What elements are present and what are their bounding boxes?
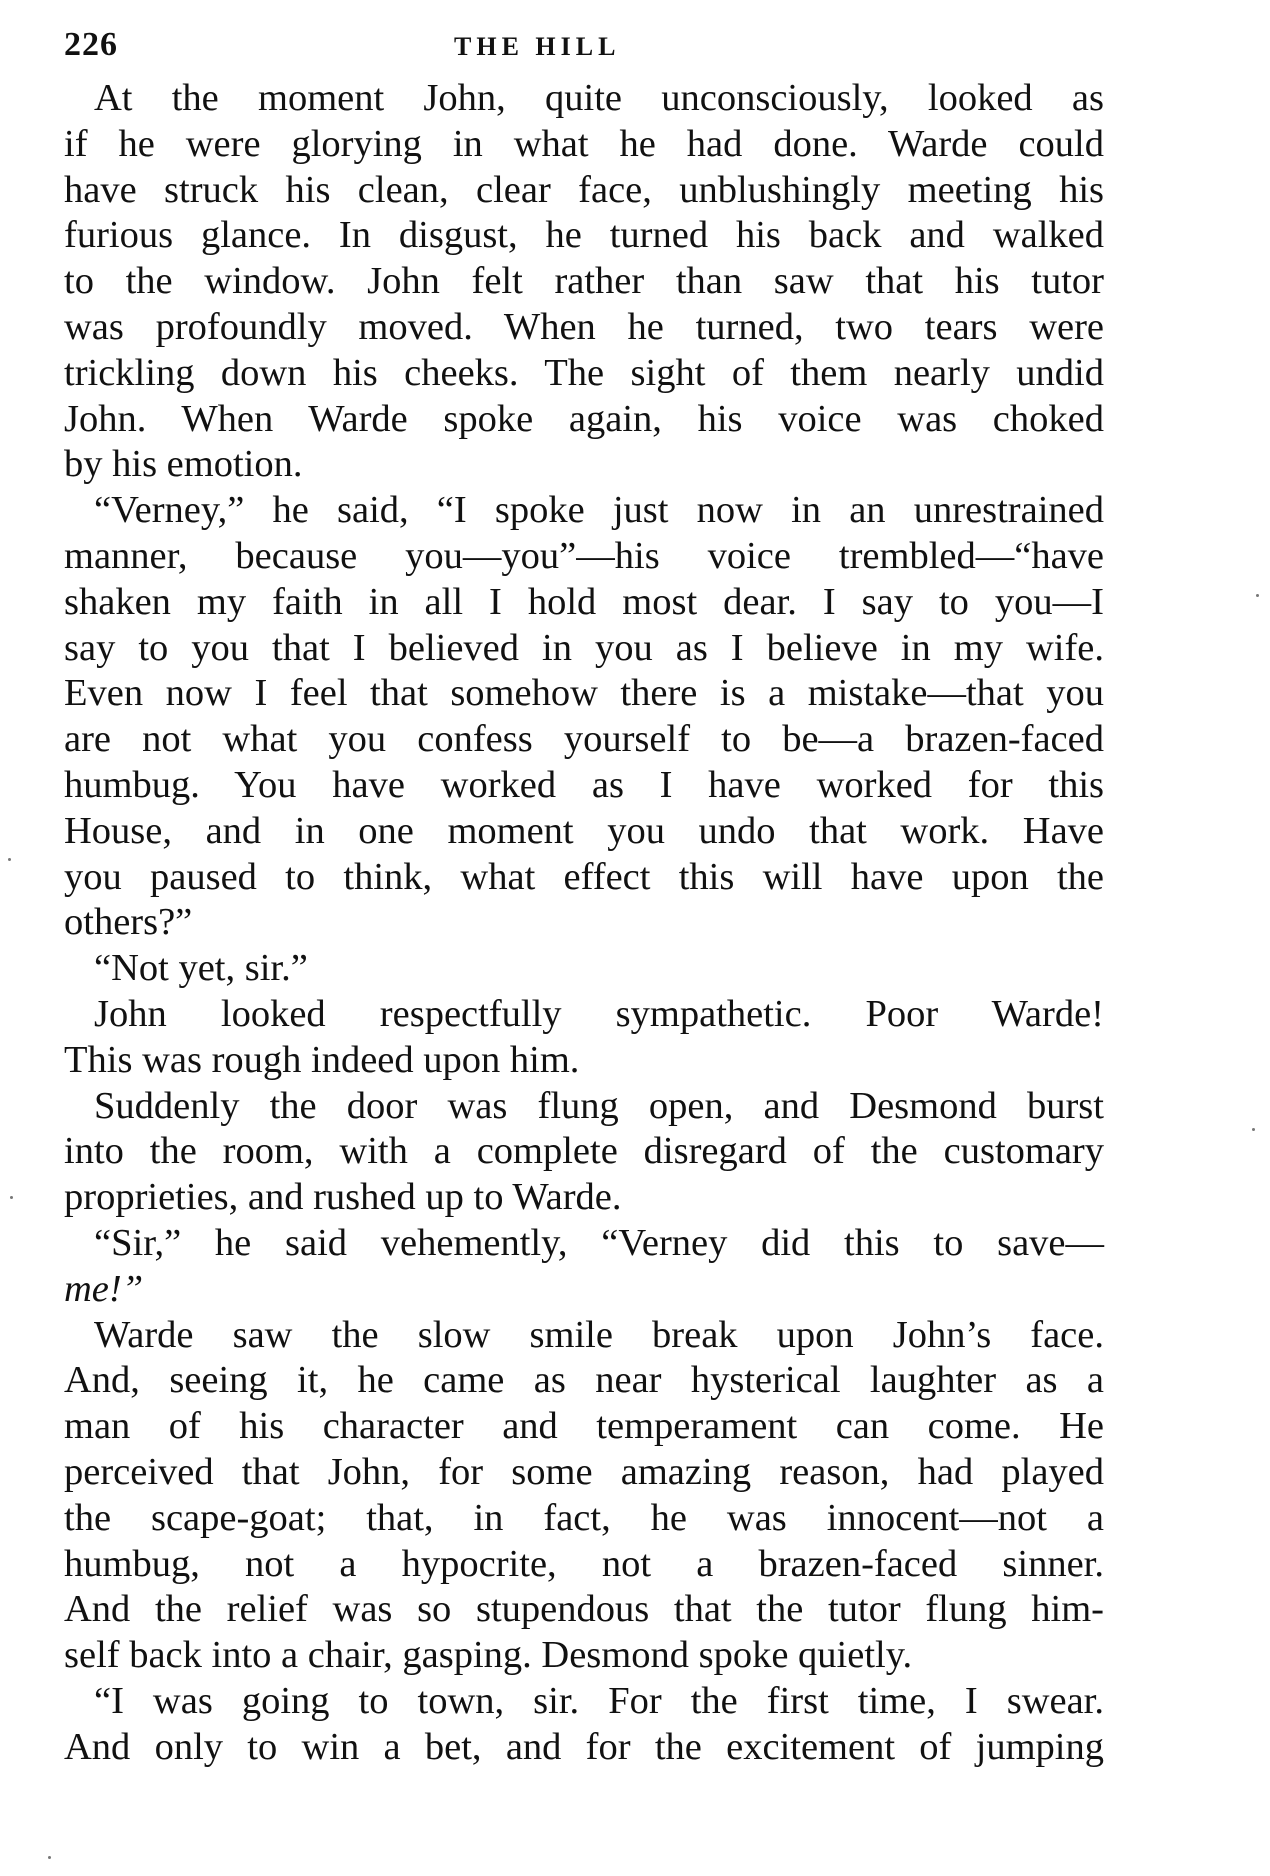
running-head bbox=[64, 26, 1104, 66]
text-line: are not what you confess yourself to be—a brazen-faced bbox=[64, 718, 1104, 761]
text-line: And only to win a bet, and for the excitement of jumping bbox=[64, 1725, 1104, 1768]
text-line: John. When Warde spoke again, his voice was choked bbox=[64, 397, 1104, 440]
text-line: the scape-goat; that, in fact, he was innocent—not a bbox=[64, 1496, 1104, 1539]
text-line: And the relief was so stupendous that the tutor flung him- bbox=[64, 1588, 1104, 1631]
scan-speck bbox=[8, 858, 11, 861]
text-line: House, and in one moment you undo that work. Have bbox=[64, 809, 1104, 852]
text-line: Even now I feel that somehow there is a mistake—that you bbox=[64, 672, 1104, 715]
text-line: me!” bbox=[64, 1267, 144, 1310]
text-line: “Verney,” he said, “I spoke just now in an unrestrained bbox=[94, 489, 1104, 532]
text-line: “Not yet, sir.” bbox=[94, 947, 308, 990]
scan-speck bbox=[48, 1856, 51, 1859]
running-title: THE HILL bbox=[454, 32, 621, 61]
text-line: Warde saw the slow smile break upon John’s face. bbox=[94, 1313, 1104, 1356]
text-line: manner, because you—you”—his voice trembled—“have bbox=[64, 534, 1104, 577]
text-line: to the window. John felt rather than saw that his tutor bbox=[64, 260, 1104, 303]
text-line: trickling down his cheeks. The sight of them nearly undid bbox=[64, 351, 1104, 394]
text-line: self back into a chair, gasping. Desmond spoke quietly. bbox=[64, 1634, 913, 1677]
text-line: perceived that John, for some amazing reason, had played bbox=[64, 1450, 1104, 1493]
text-line: man of his character and temperament can come. He bbox=[64, 1405, 1104, 1448]
text-line: John looked respectfully sympathetic. Poor Warde! bbox=[94, 992, 1104, 1035]
text-line: Suddenly the door was flung open, and Desmond burst bbox=[94, 1084, 1104, 1127]
text-line: by his emotion. bbox=[64, 443, 303, 486]
text-line: furious glance. In disgust, he turned his back and walked bbox=[64, 214, 1104, 257]
text-line: humbug, not a hypocrite, not a brazen-faced sinner. bbox=[64, 1542, 1104, 1585]
text-line: And, seeing it, he came as near hysterical laughter as a bbox=[64, 1359, 1104, 1402]
scan-speck bbox=[1252, 1128, 1255, 1131]
text-line: if he were glorying in what he had done. Warde could bbox=[64, 122, 1104, 165]
body-text bbox=[64, 76, 1104, 1770]
text-line: shaken my faith in all I hold most dear. I say to you—I bbox=[64, 580, 1104, 623]
scan-speck bbox=[1256, 594, 1259, 597]
text-line: proprieties, and rushed up to Warde. bbox=[64, 1176, 622, 1219]
text-line: have struck his clean, clear face, unblushingly meeting his bbox=[64, 168, 1104, 211]
scan-speck bbox=[10, 1196, 13, 1199]
text-line: was profoundly moved. When he turned, two tears were bbox=[64, 305, 1104, 348]
text-line: “Sir,” he said vehemently, “Verney did this to save— bbox=[94, 1221, 1104, 1264]
text-line: you paused to think, what effect this will have upon the bbox=[64, 855, 1104, 898]
text-line: At the moment John, quite unconsciously, looked as bbox=[94, 77, 1104, 119]
text-line: say to you that I believed in you as I believe in my wife. bbox=[64, 626, 1104, 669]
text-line: humbug. You have worked as I have worked for this bbox=[64, 763, 1104, 806]
page-number: 226 bbox=[64, 26, 118, 63]
text-line: others?” bbox=[64, 901, 193, 944]
text-line: into the room, with a complete disregard of the customary bbox=[64, 1130, 1104, 1173]
text-line: “I was going to town, sir. For the first time, I swear. bbox=[94, 1679, 1104, 1722]
text-line: This was rough indeed upon him. bbox=[64, 1038, 580, 1081]
